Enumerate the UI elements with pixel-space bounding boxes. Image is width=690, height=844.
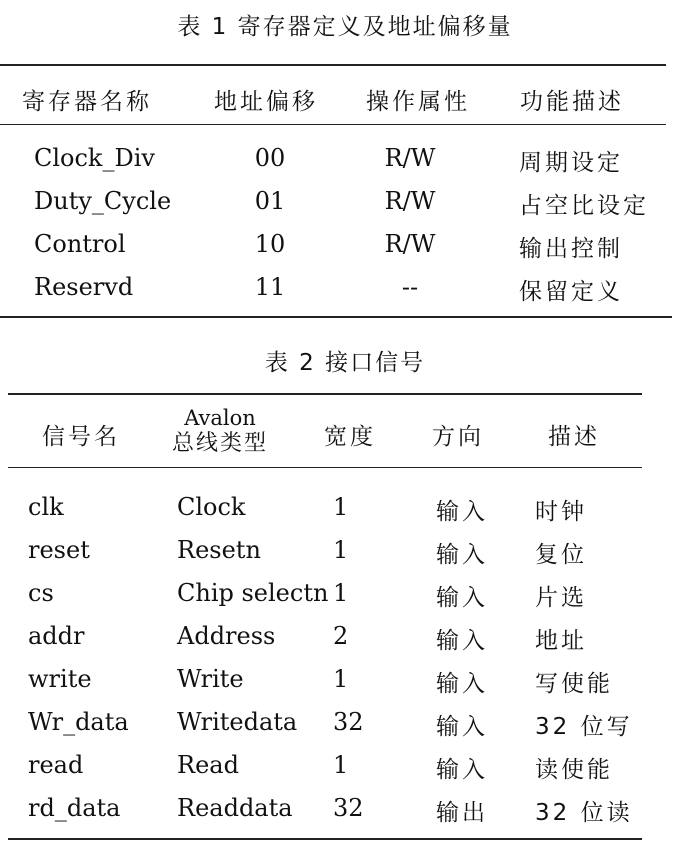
table2-cell: 1 — [333, 579, 349, 607]
table2-cell: write — [28, 665, 92, 693]
table1-cell: 占空比设定 — [519, 193, 649, 219]
table1-header-access: 操作属性 — [366, 89, 470, 115]
table2-cell: 读使能 — [535, 757, 613, 783]
table2-cell: Address — [177, 622, 276, 650]
table1-cell: Reservd — [34, 273, 134, 301]
table2-cell: 32 位读 — [535, 800, 633, 826]
table1-cell: Clock_Div — [34, 144, 155, 172]
table1-cell: R/W — [384, 230, 436, 258]
table2-cell: 输入 — [436, 671, 488, 697]
table2-cell: 输入 — [436, 757, 488, 783]
table2-cell: 输入 — [436, 585, 488, 611]
table2-cell: Wr_data — [28, 708, 129, 736]
table2-header-avalon-line2: 总线类型 — [171, 431, 268, 456]
table2-header-signal-name: 信号名 — [42, 424, 120, 450]
table2-cell: 1 — [333, 751, 349, 779]
table1-cell: 01 — [254, 187, 286, 215]
table2-header-width: 宽度 — [324, 424, 376, 450]
table1-header-function: 功能描述 — [520, 89, 624, 115]
table2-cell: 2 — [333, 622, 349, 650]
table2-cell: 1 — [333, 536, 349, 564]
table1-cell: -- — [401, 273, 419, 301]
table1-header-register-name: 寄存器名称 — [22, 89, 152, 115]
table2-cell: Writedata — [177, 708, 298, 736]
table1-bottom-rule — [0, 316, 672, 318]
table2-cell: 写使能 — [535, 671, 613, 697]
table2-cell: Write — [177, 665, 244, 693]
table2-cell: rd_data — [28, 794, 121, 822]
table2-top-rule — [8, 393, 642, 395]
table2-cell: 1 — [333, 665, 349, 693]
table2-cell: 输入 — [436, 628, 488, 654]
table1-cell: 10 — [254, 230, 286, 258]
table2-cell: 32 位写 — [535, 714, 633, 740]
table2-cell: 输出 — [436, 800, 488, 826]
table2-cell: 32 — [333, 794, 364, 822]
table2-header-direction: 方向 — [432, 424, 484, 450]
table1-cell: 00 — [254, 144, 286, 172]
table2-header-rule — [8, 467, 642, 468]
table1-cell: R/W — [384, 144, 436, 172]
table1-header-rule — [0, 124, 666, 125]
table2-cell: 复位 — [535, 542, 587, 568]
table2-cell: Read — [177, 751, 239, 779]
table2-bottom-rule — [8, 838, 642, 840]
table2-cell: cs — [28, 579, 54, 607]
table2-header-description: 描述 — [548, 424, 600, 450]
table2-cell: Resetn — [177, 536, 261, 564]
table2-cell: 1 — [333, 493, 349, 521]
table2-cell: 输入 — [436, 542, 488, 568]
table2-cell: 片选 — [535, 585, 587, 611]
table2-cell: reset — [28, 536, 90, 564]
table2-cell: addr — [28, 622, 85, 650]
table2-cell: 输入 — [436, 499, 488, 525]
table1-top-rule — [0, 64, 666, 66]
table1-cell: 保留定义 — [519, 279, 623, 305]
table1-cell: R/W — [384, 187, 436, 215]
table2-cell: Readdata — [177, 794, 293, 822]
table1-header-address-offset: 地址偏移 — [214, 89, 318, 115]
table2-header-avalon-line1: Avalon — [184, 406, 256, 430]
table2-cell: Clock — [177, 493, 246, 521]
table2-cell: 输入 — [436, 714, 488, 740]
table1-caption: 表 1 寄存器定义及地址偏移量 — [177, 14, 513, 40]
table2-cell: Chip selectn — [177, 579, 329, 607]
table2-header-avalon-type — [152, 405, 288, 457]
table1-cell: 输出控制 — [519, 236, 623, 262]
table1-cell: Control — [34, 230, 126, 258]
table2-cell: 地址 — [535, 628, 587, 654]
table2-cell: 32 — [333, 708, 364, 736]
table2-cell: 时钟 — [535, 499, 587, 525]
table2-caption: 表 2 接口信号 — [264, 350, 426, 376]
table1-cell: 11 — [254, 273, 286, 301]
table2-cell: read — [28, 751, 84, 779]
table1-cell: 周期设定 — [519, 150, 623, 176]
table2-cell: clk — [28, 493, 64, 521]
table1-cell: Duty_Cycle — [34, 187, 172, 215]
